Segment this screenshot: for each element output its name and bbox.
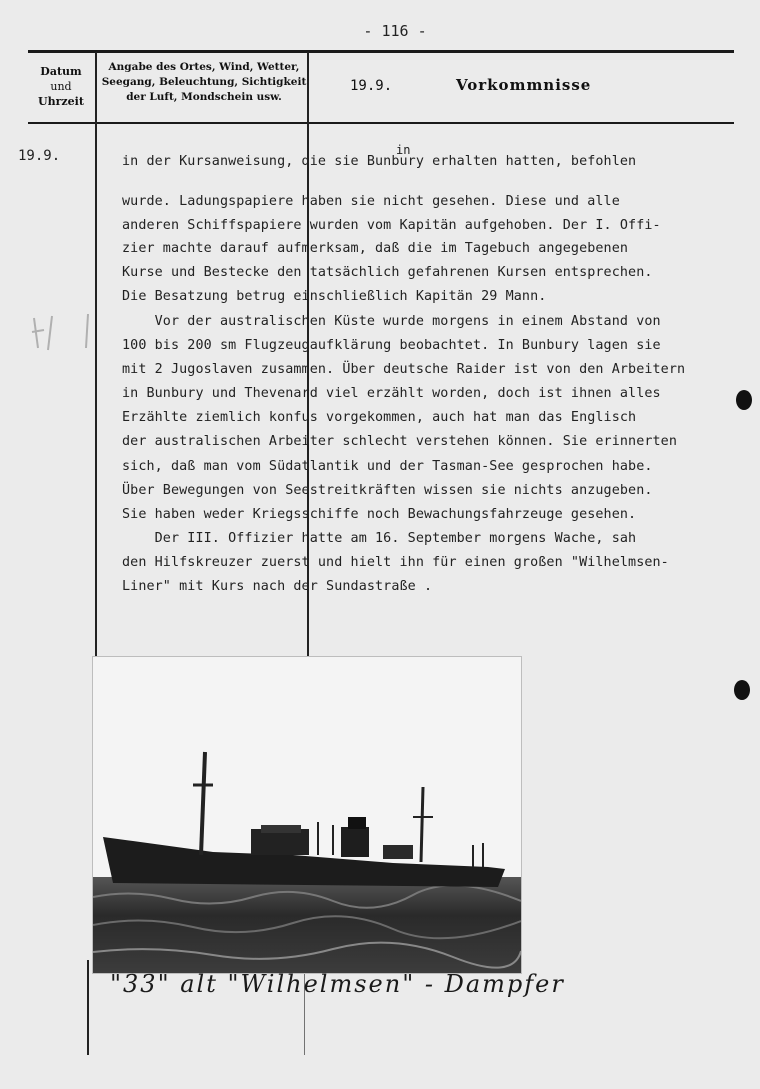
entry-date: 19.9.	[18, 148, 61, 164]
text-line: den Hilfskreuzer zuerst und hielt ihn für einen großen "Wilhelmsen-	[122, 555, 669, 570]
header-und-line: und	[50, 80, 72, 93]
text-line: 100 bis 200 sm Flugzeugaufklärung beobachtet. In Bunbury lagen sie	[122, 338, 661, 353]
header-datum-column	[28, 64, 94, 109]
text-line: mit 2 Jugoslaven zusammen. Über deutsche Raider ist von den Arbeitern	[122, 362, 686, 377]
text-line: in der Kursanweisung, die sie Bunbury erhalten hatten, befohlen	[122, 154, 637, 169]
header-datum-line: Datum	[40, 65, 82, 78]
text-line: Sie haben weder Kriegsschiffe noch Bewachungsfahrzeuge gesehen.	[122, 507, 637, 522]
text-line: Erzählte ziemlich konfus vorgekommen, auch hat man das Englisch	[122, 410, 637, 425]
binder-hole-bottom	[734, 680, 750, 700]
margin-pencil-mark	[28, 308, 118, 358]
header-uhrzeit-line: Uhrzeit	[38, 95, 84, 108]
photo-caption	[110, 970, 565, 998]
header-location-line-3: der Luft, Mondschein usw.	[126, 91, 282, 103]
ship-photo-image	[93, 657, 521, 973]
header-location-line-1: Angabe des Ortes, Wind, Wetter,	[108, 61, 300, 73]
text-line: Der III. Offizier hatte am 16. September morgens Wache, sah	[122, 531, 637, 546]
text-line: sich, daß man vom Südatlantik und der Tasman-See gesprochen habe.	[122, 459, 653, 474]
text-line: Über Bewegungen von Seestreitkräften wissen sie nichts anzugeben.	[122, 483, 653, 498]
header-date: 19.9.	[350, 78, 393, 94]
header-title: Vorkommnisse	[456, 76, 592, 94]
text-line: in Bunbury und Thevenard viel erzählt worden, doch ist ihnen alles	[122, 386, 661, 401]
text-line: Die Besatzung betrug einschließlich Kapitän 29 Mann.	[122, 289, 547, 304]
header-top-rule	[28, 50, 734, 53]
photo-caption-text: "33" alt "Wilhelmsen" - Dampfer	[110, 970, 565, 998]
text-line: der australischen Arbeiter schlecht verstehen können. Sie erinnerten	[122, 434, 678, 449]
header-location-line-2: Seegang, Beleuchtung, Sichtigkeit	[101, 76, 307, 88]
text-line: anderen Schiffspapiere wurden vom Kapitän aufgehoben. Der I. Offi-	[122, 218, 661, 233]
ship-photograph	[92, 656, 522, 974]
handwritten-insertion: in	[396, 143, 411, 157]
text-line: zier machte darauf aufmerksam, daß die im Tagebuch angegebenen	[122, 241, 629, 256]
column-divider-1-lower	[87, 960, 89, 1055]
text-line: Liner" mit Kurs nach der Sundastraße .	[122, 579, 433, 594]
text-line: Vor der australischen Küste wurde morgens in einem Abstand von	[122, 314, 661, 329]
binder-hole-top	[736, 390, 752, 410]
header-bottom-rule	[28, 122, 734, 124]
text-line: Kurse und Bestecke den tatsächlich gefahrenen Kursen entsprechen.	[122, 265, 653, 280]
page-number: - 116 -	[363, 22, 427, 40]
header-location-column	[100, 60, 308, 105]
text-line: wurde. Ladungspapiere haben sie nicht gesehen. Diese und alle	[122, 194, 620, 209]
